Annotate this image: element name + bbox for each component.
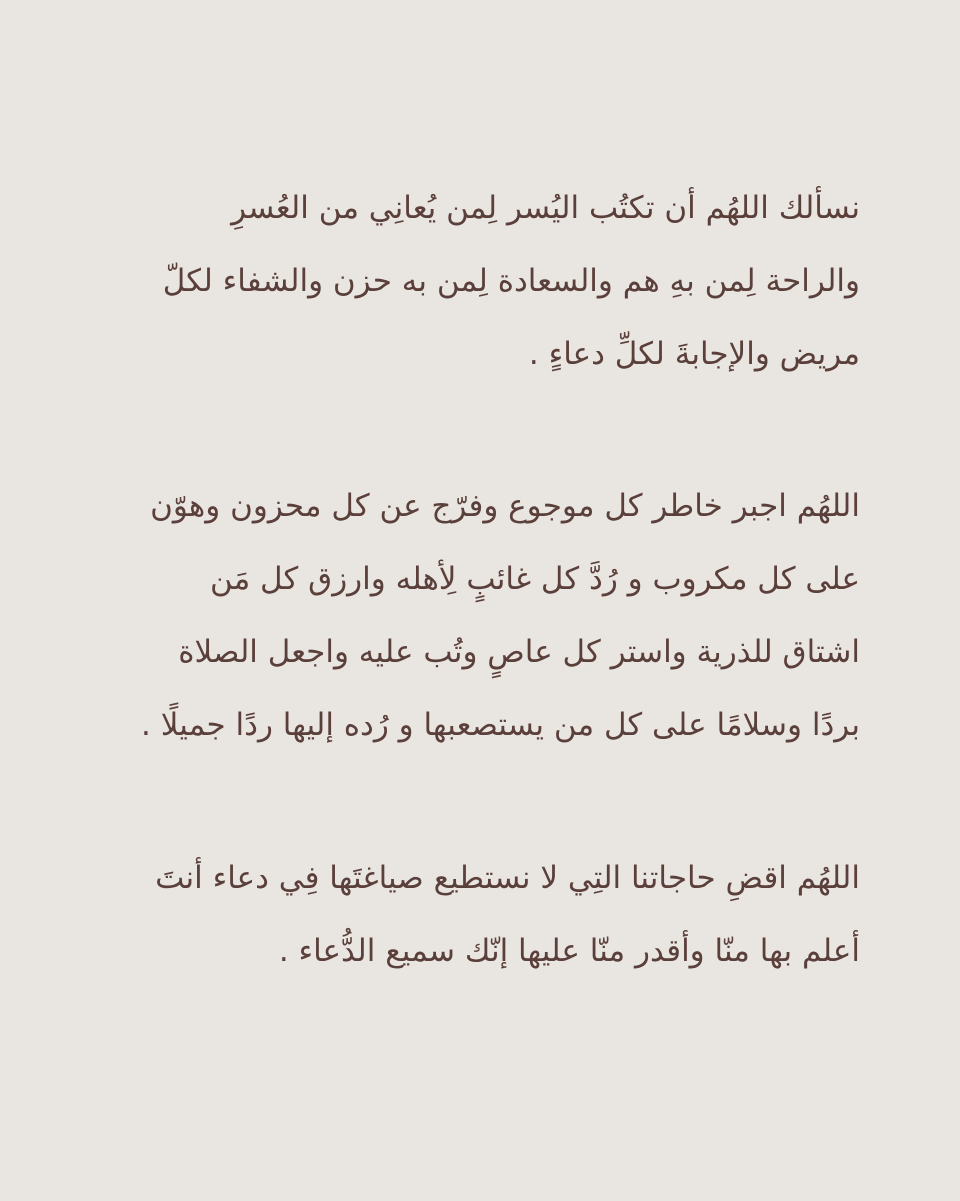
text-line: مريض والإجابةَ لكلِّ دعاءٍ . bbox=[528, 336, 860, 372]
text-line: أعلم بها منّا وأقدر منّا عليها إنّك سميع الدُّعاء . bbox=[278, 933, 860, 969]
text-line: اللهُم اقضِ حاجاتنا التِي لا نستطيع صياغتَها فِي دعاء أنتَ bbox=[155, 860, 860, 896]
text-line: بردًا وسلامًا على كل من يستصعبها و رُده إليها ردًا جميلًا . bbox=[141, 707, 860, 743]
text-line: على كل مكروب و رُدَّ كل غائبٍ لِأهله وارزق كل مَن bbox=[210, 561, 860, 597]
text-line: اشتاق للذرية واستر كل عاصٍ وتُب عليه واجعل الصلاة bbox=[178, 634, 860, 670]
prayer-paragraph-1 bbox=[100, 172, 860, 391]
text-line: والراحة لِمن بهِ هم والسعادة لِمن به حزن والشفاء لكلّ bbox=[162, 263, 860, 299]
text-line: نسألك اللهُم أن تكتُب اليُسر لِمن يُعانِي من العُسرِ bbox=[231, 190, 860, 226]
text-line: اللهُم اجبر خاطر كل موجوع وفرّج عن كل محزون وهوّن bbox=[150, 488, 860, 524]
prayer-paragraph-3 bbox=[100, 842, 860, 988]
prayer-paragraph-2 bbox=[100, 470, 860, 762]
